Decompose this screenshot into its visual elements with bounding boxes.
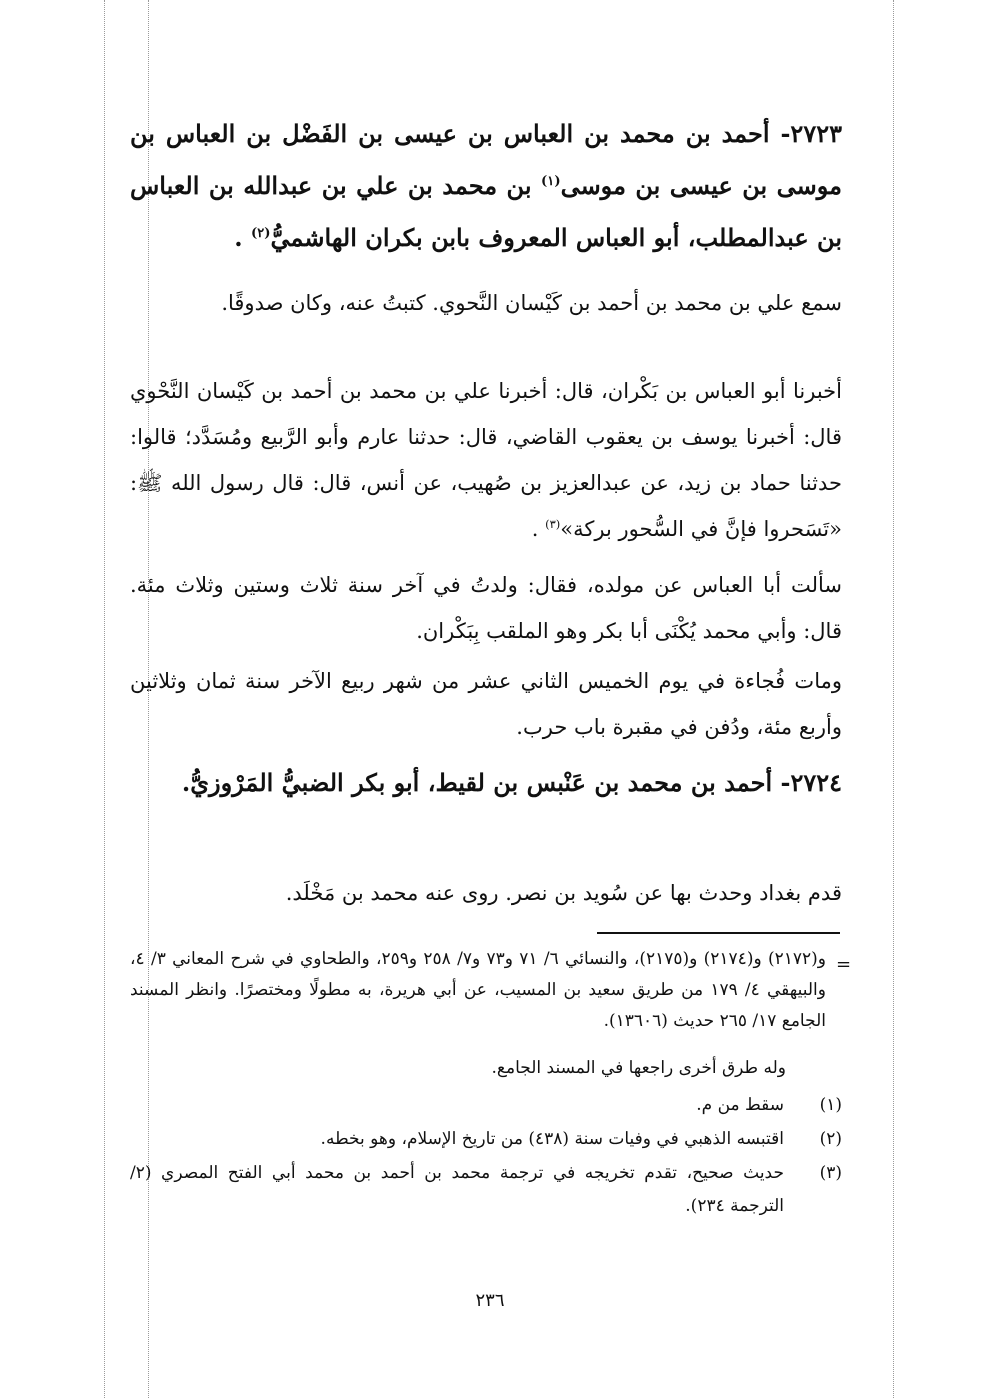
footnote-1 [130, 1089, 842, 1122]
footnote-ref-1[interactable]: (١) [540, 174, 561, 189]
entry-2723-heading-line1: ٢٧٢٣- أحمد بن محمد بن العباس بن عيسى بن الفَضْل بن [246, 119, 842, 148]
scan-gutter-line-right-inner [893, 0, 894, 1398]
footnote-3-text: حديث صحيح، تقدم تخريجه في ترجمة محمد بن أحمد بن محمد أبي الفتح المصري (٢/ الترجمة ٢٣٤). [130, 1163, 784, 1216]
footnote-continuation: و(٢١٧٢) و(٢١٧٤) و(٢١٧٥)، والنسائي ٦/ ٧١ و٧٣ و٧/ ٢٥٨ و٢٥٩، والطحاوي في شرح المعاني ٣/ ٤، والبيهقي ٤/ ١٧٩ من طريق سعيد بن المسيب، عن أبي هريرة، به مطولًا ومختصرًا. وانظر المسند الجامع ١٧/ ٢٦٥ حديث (١٣٦٠٦). [130, 949, 826, 1031]
footnote-2-text: اقتبسه الذهبي في وفيات سنة (٤٣٨) من تاريخ الإسلام، وهو بخطه. [320, 1129, 784, 1149]
entry-2723-para-4: ومات فُجاءة في يوم الخميس الثاني عشر من شهر ربيع الآخر سنة ثمان وثلاثين وأربع مئة، ودُفن في مقبرة باب حرب. [130, 669, 842, 739]
footnote-ref-3[interactable]: (٣) [545, 517, 561, 531]
footnote-1-text: سقط من م. [696, 1095, 784, 1115]
entry-2723-para-2 [130, 368, 842, 552]
footnote-ref-2[interactable]: (٢) [250, 226, 271, 241]
entry-2723-para-2-tail: . [531, 517, 546, 541]
entry-2723-heading-line2-tail: بن محمد بن علي بن عبدالله بن [208, 171, 541, 200]
footnote-3 [130, 1157, 842, 1223]
entry-2724-heading: ٢٧٢٤- أحمد بن محمد بن عَنْبس بن لقيط، أبو بكر الضبيُّ المَرْوزيُّ. [181, 768, 842, 797]
footnote-2-number: (٢) [819, 1129, 842, 1149]
scan-gutter-line-left-outer [104, 0, 105, 1398]
entry-2723-para-2-text: أخبرنا أبو العباس بن بَكْران، قال: أخبرنا علي بن محمد بن أحمد بن كَيْسان النَّحْوي قال: أخبرنا يوسف بن يعقوب القاضي، قال: حدثنا عارم وأبو الرَّبيع ومُسَدَّد؛ قالوا: حدثنا حماد بن زيد، عن عبدالعزيز بن صُهيب، عن أنس، قال: قال رسول الله ﷺ: «تَسَحروا فإنَّ في السُّحور بركة» [130, 379, 842, 541]
entry-2723-heading-line3: العباس بن عبدالمطلب، أبو العباس المعروف بابن بكران الهاشميُّ [130, 171, 842, 252]
entry-2723-heading-line2: العباس بن موسى بن عيسى بن موسى [130, 119, 843, 200]
footnote-3-number: (٣) [819, 1163, 842, 1183]
entry-2723-para-3: سألت أبا العباس عن مولده، فقال: ولدتُ في آخر سنة ثلاث وستين وثلاث مئة. قال: وأبي محمد يُكْنَى أبا بكر وهو الملقب بِبَكْران. [130, 573, 842, 643]
footnote-1-number: (١) [819, 1095, 842, 1115]
page-number: ٢٣٦ [475, 1290, 505, 1311]
footnote-continuation-note: وله طرق أخرى راجعها في المسند الجامع. [491, 1058, 786, 1078]
entry-2723-para-1: سمع علي بن محمد بن أحمد بن كَيْسان النَّحوي. كتبتُ عنه، وكان صدوقًا. [221, 291, 842, 315]
entry-2724-para-1: قدم بغداد وحدث بها عن سُويد بن نصر. روى عنه محمد بن مَخْلَد. [285, 881, 842, 905]
entry-2723-heading [130, 108, 842, 264]
entry-2723-heading-line3-tail: . [234, 223, 251, 252]
footnote-separator [597, 932, 840, 934]
footnote-continuation-mark: = [836, 954, 852, 975]
footnote-2 [130, 1123, 842, 1156]
